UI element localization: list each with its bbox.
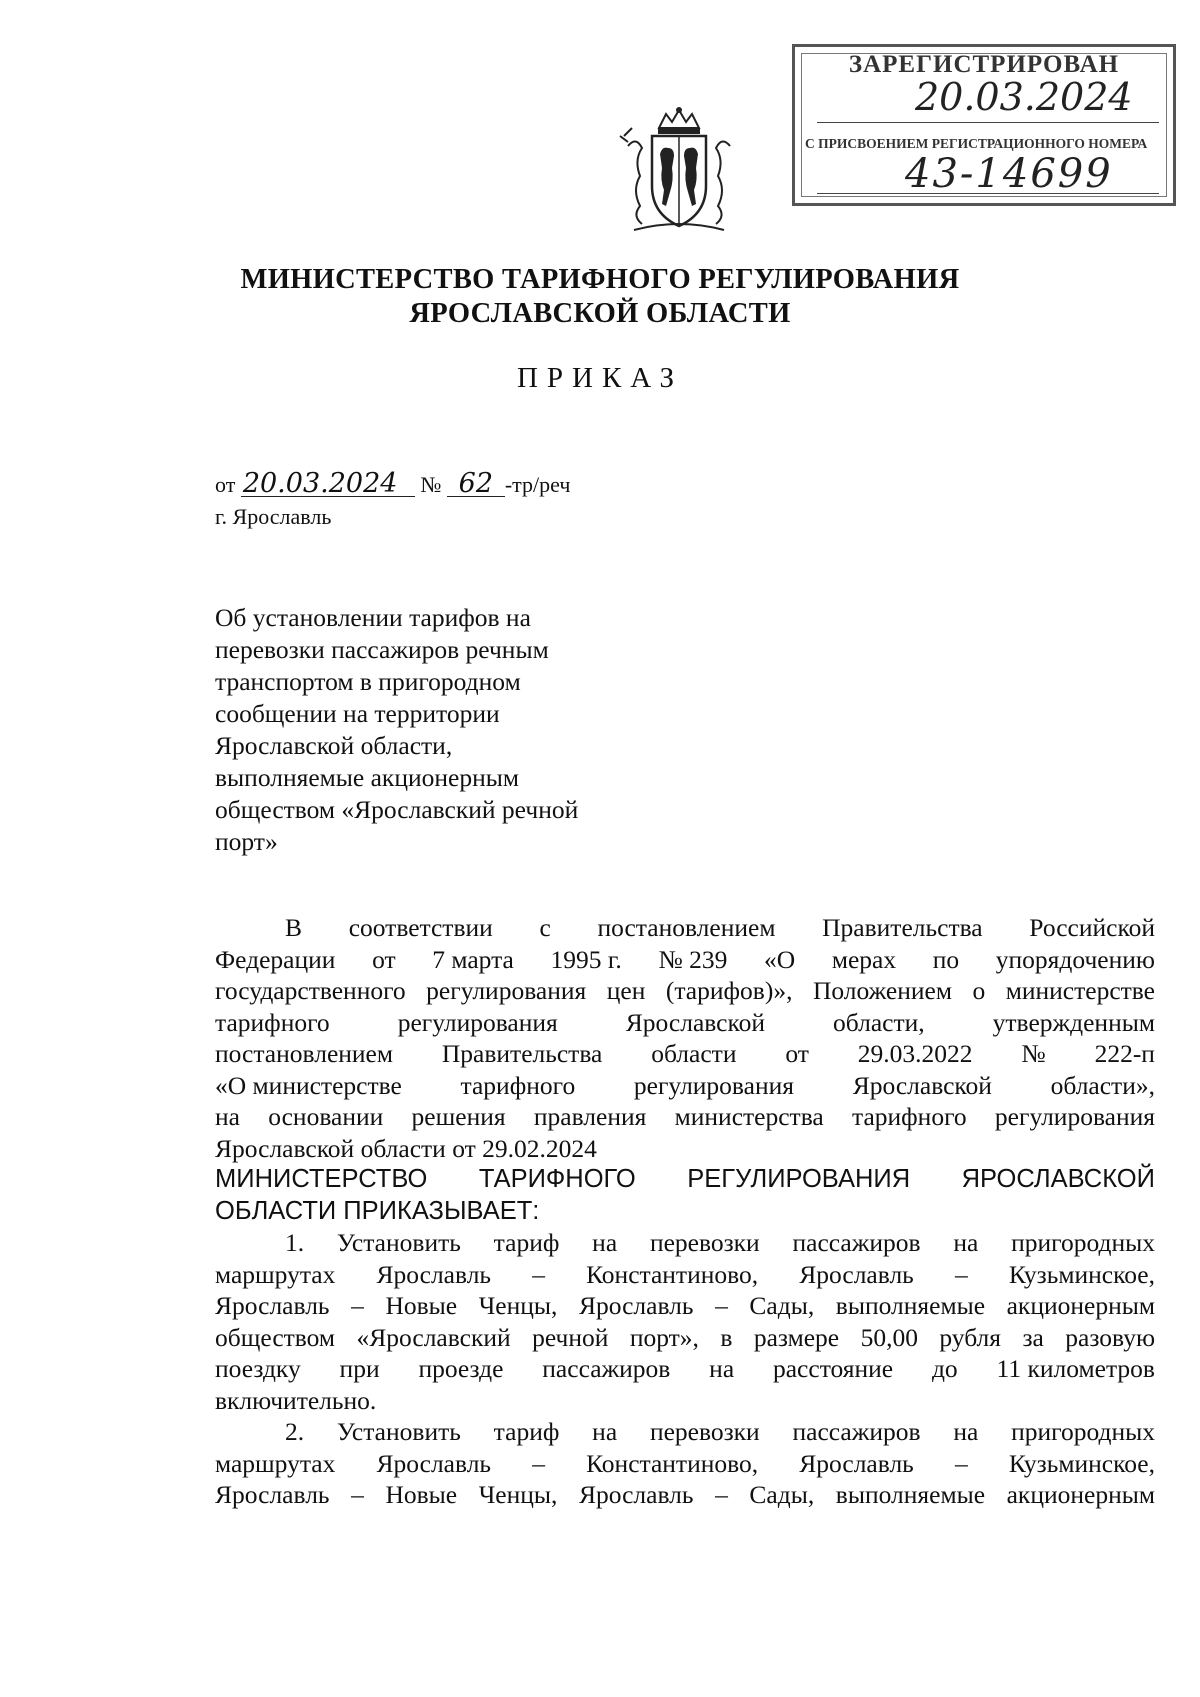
word: маршрутах xyxy=(215,1259,336,1289)
subject-line: Об установлении тарифов на xyxy=(215,603,531,632)
word: соответствии xyxy=(348,913,493,942)
word: при xyxy=(339,1354,380,1383)
word: «О министерстве xyxy=(215,1070,402,1100)
word: до xyxy=(931,1354,958,1383)
word: № 239 xyxy=(658,944,728,974)
text-line xyxy=(215,1290,1155,1322)
word: Ярославской xyxy=(852,1070,992,1100)
subject-line: сообщении на территории xyxy=(215,699,500,728)
word: постановлением xyxy=(597,913,776,942)
text-line xyxy=(215,1479,1155,1511)
ministry-title-line2: ЯРОСЛАВСКОЙ ОБЛАСТИ xyxy=(409,298,791,329)
text-segment: Ярославль – Новые Ченцы, Ярославль – Сады, выполняемые акционерным xyxy=(215,1291,1155,1320)
word: 2. xyxy=(285,1417,305,1446)
text-line-last: ОБЛАСТИ ПРИКАЗЫВАЕТ: xyxy=(215,1196,540,1225)
text-line-last: Ярославской области от 29.02.2024 xyxy=(215,1133,597,1163)
text-line xyxy=(215,944,1155,976)
word: от xyxy=(785,1039,809,1068)
word: пригородных xyxy=(1011,1417,1155,1446)
word: Правительства xyxy=(822,913,983,942)
word: мерах xyxy=(831,944,897,974)
word: упорядочению xyxy=(995,944,1155,974)
word: регулирования xyxy=(633,1070,794,1100)
word: Кузьминское, xyxy=(1008,1259,1155,1289)
word: РЕГУЛИРОВАНИЯ xyxy=(687,1165,911,1193)
word: Кузьминское, xyxy=(1008,1448,1155,1478)
word: Российской xyxy=(1029,913,1155,942)
word: тариф xyxy=(493,1417,560,1446)
word: пассажиров xyxy=(792,1228,921,1257)
word: поездку xyxy=(215,1354,301,1383)
word: № xyxy=(1021,1039,1046,1068)
subject-line: выполняемые акционерным xyxy=(215,763,519,792)
word: Федерации xyxy=(215,944,336,974)
word: области», xyxy=(1050,1070,1155,1100)
word: Ярославской xyxy=(625,1007,765,1037)
word: перевозки xyxy=(649,1228,760,1257)
subject-line: обществом «Ярославский речной xyxy=(215,795,579,824)
word: – xyxy=(954,1259,968,1289)
word: на xyxy=(953,1228,979,1257)
text-line xyxy=(215,1038,1155,1070)
text-segment: обществом «Ярославский речной порт», в размере 50,00 рубля за разовую xyxy=(215,1322,1155,1352)
text-segment: Ярославль – Новые Ченцы, Ярославль – Сады, выполняемые акционерным xyxy=(215,1480,1155,1509)
document-type: ПРИКАЗ xyxy=(516,362,684,394)
text-line xyxy=(215,1353,1155,1385)
word: Правительства xyxy=(441,1039,603,1068)
word: 7 марта xyxy=(432,944,514,974)
word: на xyxy=(592,1228,618,1257)
word: Константиново, xyxy=(586,1259,759,1289)
text-line xyxy=(215,1322,1155,1354)
word: ТАРИФНОГО xyxy=(478,1165,636,1193)
word: утвержденным xyxy=(992,1007,1155,1037)
word: области, xyxy=(833,1007,925,1037)
word: на xyxy=(709,1354,735,1383)
ministry-title-line1: МИНИСТЕРСТВО ТАРИФНОГО РЕГУЛИРОВАНИЯ xyxy=(240,264,960,295)
text-line xyxy=(215,975,1155,1007)
word: «О xyxy=(764,944,796,974)
word: области xyxy=(651,1039,737,1068)
word: постановлением xyxy=(215,1039,394,1068)
word: Установить xyxy=(336,1417,461,1446)
text-line xyxy=(215,1101,1155,1133)
registration-stamp xyxy=(792,44,1176,206)
order-handwritten-date: 20.03.2024 xyxy=(241,472,415,497)
order-handwritten-number: 62 xyxy=(447,472,505,497)
stamp-title: ЗАРЕГИСТРИРОВАН xyxy=(848,51,1120,78)
word: тарифного xyxy=(460,1070,576,1100)
text-segment: государственного регулирования цен (тарифов)», Положением о министерстве xyxy=(215,976,1155,1005)
word: пригородных xyxy=(1011,1228,1155,1257)
word: – xyxy=(954,1448,968,1478)
word: регулирования xyxy=(397,1007,558,1037)
word: МИНИСТЕРСТВО xyxy=(215,1165,428,1193)
word: перевозки xyxy=(649,1417,760,1446)
word: Ярославль xyxy=(376,1448,492,1478)
word: пассажиров xyxy=(792,1417,921,1446)
subject-line: транспортом в пригородном xyxy=(215,667,521,696)
text-line xyxy=(215,1007,1155,1039)
word: В xyxy=(285,913,303,942)
stamp-divider xyxy=(817,193,1159,194)
text-line xyxy=(215,1259,1155,1291)
word: на xyxy=(953,1417,979,1446)
text-segment: на основании решения правления министерства тарифного регулирования xyxy=(215,1102,1155,1131)
number-label: № xyxy=(420,472,442,497)
stamp-divider xyxy=(817,122,1159,123)
word: Ярославль xyxy=(376,1259,492,1289)
stamp-subtitle: С ПРИСВОЕНИЕМ РЕГИСТРАЦИОННОГО НОМЕРА xyxy=(805,136,1148,151)
order-city: г. Ярославль xyxy=(215,504,332,529)
word: от xyxy=(372,944,396,974)
word: 1. xyxy=(285,1228,305,1257)
subject-line: порт» xyxy=(215,827,278,856)
word: тарифного xyxy=(215,1007,330,1037)
word: 29.03.2022 xyxy=(857,1039,973,1068)
word: – xyxy=(532,1259,545,1289)
word: – xyxy=(532,1448,545,1478)
word: Константиново, xyxy=(586,1448,759,1478)
text-line-last: включительно. xyxy=(215,1385,377,1415)
text-line xyxy=(215,1164,1155,1196)
word: 11 километров xyxy=(996,1354,1155,1383)
text-line xyxy=(215,912,1155,944)
stamp-handwritten-date: 20.03.2024 xyxy=(915,75,1133,119)
word: проезде xyxy=(418,1354,504,1383)
word: пассажиров xyxy=(542,1354,671,1383)
text-line xyxy=(215,1448,1155,1480)
word: по xyxy=(932,944,960,974)
word: 222-п xyxy=(1094,1039,1155,1068)
order-body xyxy=(215,912,1155,1511)
text-line xyxy=(215,1416,1155,1448)
word: расстояние xyxy=(772,1354,894,1383)
coat-of-arms-icon xyxy=(614,106,744,236)
order-date-number-line xyxy=(215,468,571,499)
word: с xyxy=(539,913,551,942)
word: маршрутах xyxy=(215,1448,336,1478)
order-subject xyxy=(215,602,635,858)
word: Ярославль xyxy=(799,1259,914,1289)
word: Ярославль xyxy=(799,1448,914,1478)
word: на xyxy=(592,1417,618,1446)
order-number-suffix: -тр/реч xyxy=(504,472,571,497)
word: ЯРОСЛАВСКОЙ xyxy=(961,1165,1155,1193)
subject-line: перевозки пассажиров речным xyxy=(215,635,549,664)
subject-line: Ярославской области, xyxy=(215,731,453,760)
word: Установить xyxy=(336,1228,461,1257)
word: тариф xyxy=(493,1228,560,1257)
text-line xyxy=(215,1070,1155,1102)
stamp-handwritten-number: 43-14699 xyxy=(905,151,1113,197)
from-label: от xyxy=(215,472,236,497)
text-line xyxy=(215,1227,1155,1259)
word: 1995 г. xyxy=(550,944,622,974)
